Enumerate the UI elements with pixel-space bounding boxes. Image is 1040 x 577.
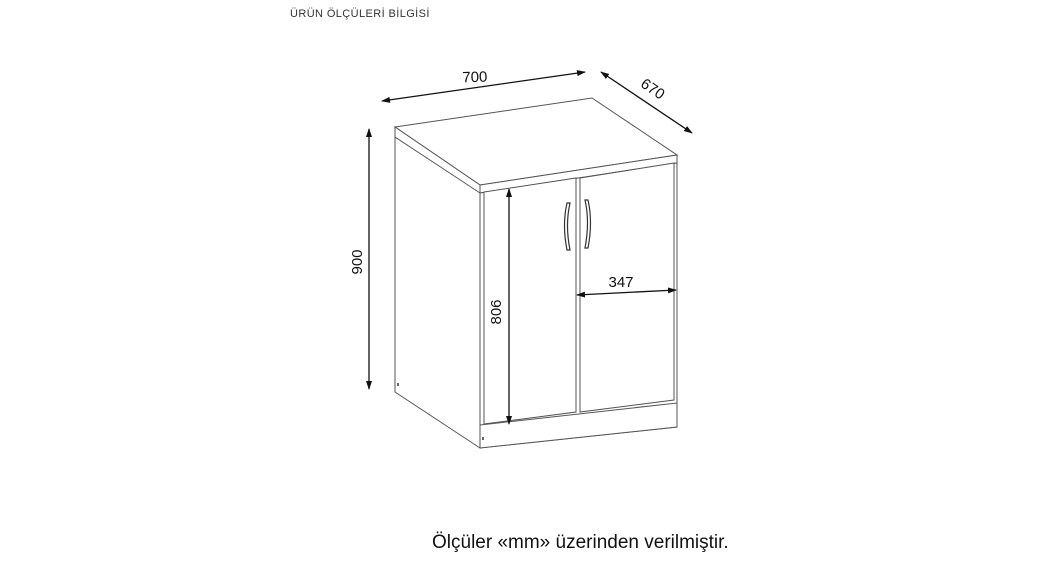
cabinet — [395, 98, 677, 448]
depth-label: 670 — [637, 75, 668, 104]
page-title: ÜRÜN ÖLÇÜLERİ BİLGİSİ — [290, 8, 430, 20]
height-label: 900 — [349, 249, 366, 275]
units-note: Ölçüler «mm» üzerinden verilmiştir. — [432, 532, 729, 553]
door-height-label: 806 — [488, 299, 505, 325]
width-label: 700 — [462, 68, 488, 87]
door-width-label: 347 — [608, 274, 634, 291]
